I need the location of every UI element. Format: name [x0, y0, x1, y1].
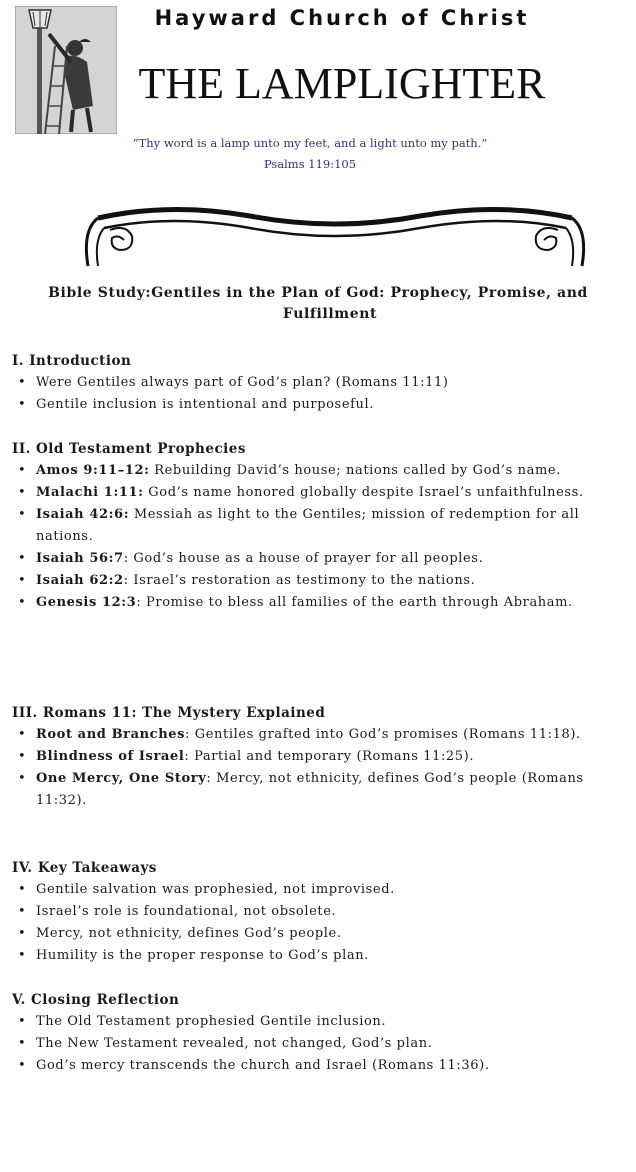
list-item: • Humility is the proper response to God’s plan. [18, 948, 369, 963]
section-romans-11 [12, 702, 632, 812]
list-item: • Isaiah 42:6: Messiah as light to the Gentiles; mission of redemption for all nations. [18, 507, 580, 544]
list-item: • Mercy, not ethnicity, defines God’s people. [18, 926, 342, 941]
section-introduction [12, 350, 632, 416]
list-item: • Israel’s role is foundational, not obsolete. [18, 904, 337, 919]
section-heading: IV. Key Takeaways [12, 860, 157, 876]
list-item: • Root and Branches: Gentiles grafted into God’s promises (Romans 11:18). [18, 727, 581, 742]
list-item: • Blindness of Israel: Partial and temporary (Romans 11:25). [18, 749, 475, 764]
newsletter-title: THE LAMPLIGHTER [138, 59, 546, 108]
list-item: • The New Testament revealed, not changed, God’s plan. [18, 1036, 433, 1051]
lamplighter-illustration [15, 6, 117, 134]
section-closing-reflection [12, 989, 632, 1077]
section-heading: V. Closing Reflection [12, 992, 180, 1008]
list-item: • Gentile inclusion is intentional and purposeful. [18, 397, 374, 412]
section-heading: I. Introduction [12, 353, 132, 369]
church-name: Hayward Church of Christ [154, 6, 530, 30]
study-title-line2: Fulfillment [282, 306, 378, 322]
section-key-takeaways [12, 857, 632, 967]
scroll-divider-ornament [80, 200, 590, 272]
section-old-testament-prophecies [12, 438, 632, 614]
list-item: • Isaiah 56:7: God’s house as a house of prayer for all peoples. [18, 551, 484, 566]
list-item: • Malachi 1:11: God’s name honored globally despite Israel’s unfaithfulness. [18, 485, 584, 500]
verse-reference: Psalms 119:105 [263, 157, 357, 171]
section-heading: II. Old Testament Prophecies [12, 441, 247, 457]
list-item: • Genesis 12:3: Promise to bless all families of the earth through Abraham. [18, 595, 573, 610]
section-heading: III. Romans 11: The Mystery Explained [12, 705, 326, 721]
study-title-line1: Bible Study:Gentiles in the Plan of God: Prophecy, Promise, and [48, 285, 588, 301]
list-item: • One Mercy, One Story: Mercy, not ethnicity, defines God’s people (Romans 11:32). [18, 771, 584, 808]
list-item: • Amos 9:11–12: Rebuilding David’s house; nations called by God’s name. [18, 463, 561, 478]
header-verse: “Thy word is a lamp unto my feet, and a light unto my path.” [132, 136, 488, 150]
list-item: • Were Gentiles always part of God’s plan? (Romans 11:11) [18, 375, 449, 390]
list-item: • Isaiah 62:2: Israel’s restoration as testimony to the nations. [18, 573, 476, 588]
list-item: • The Old Testament prophesied Gentile inclusion. [18, 1014, 387, 1029]
list-item: • God’s mercy transcends the church and Israel (Romans 11:36). [18, 1058, 490, 1073]
list-item: • Gentile salvation was prophesied, not improvised. [18, 882, 395, 897]
